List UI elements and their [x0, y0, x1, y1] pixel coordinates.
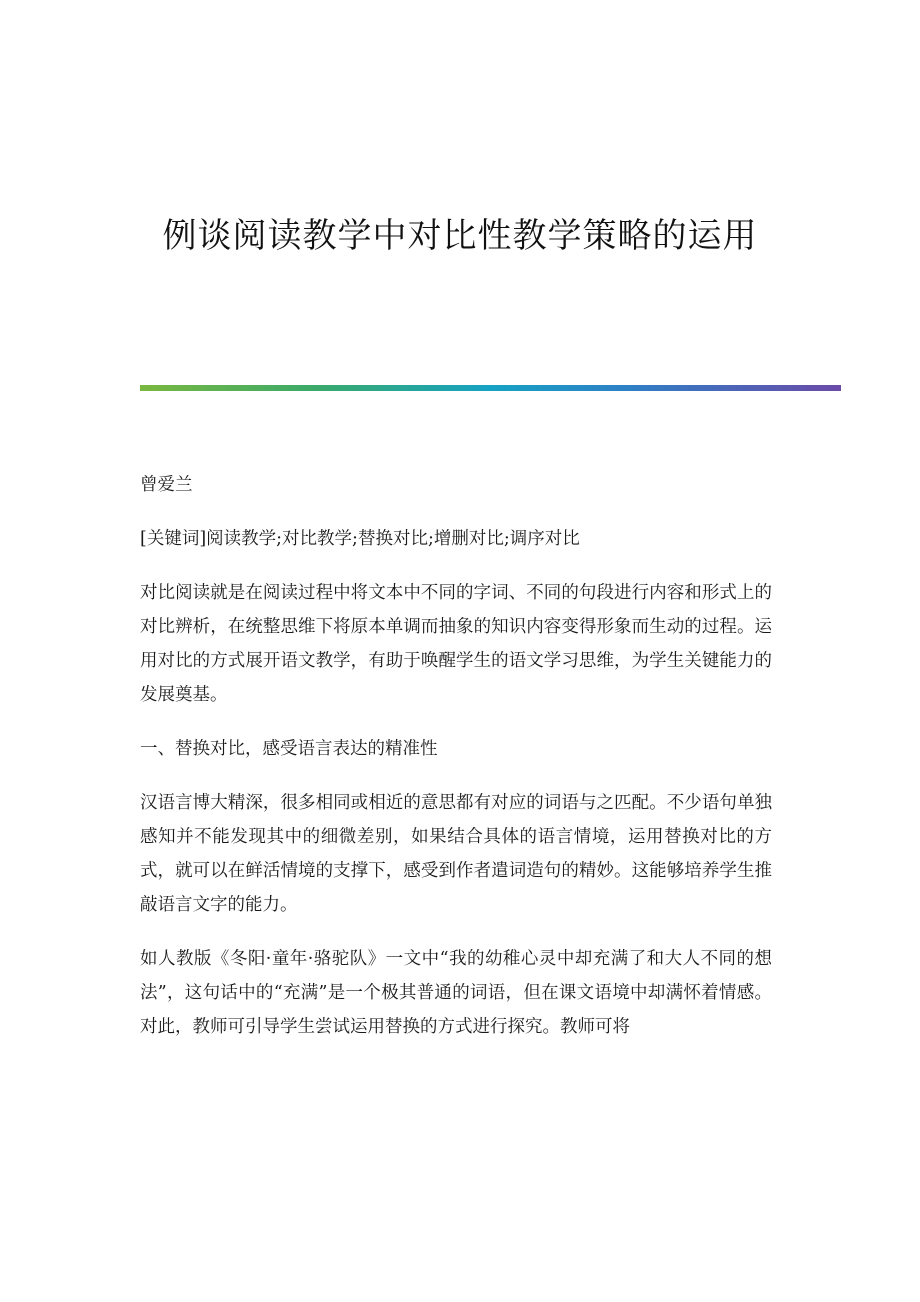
keywords-line: [关键词]阅读教学;对比教学;替换对比;增删对比;调序对比	[140, 529, 580, 549]
author-name: 曾爱兰	[140, 475, 193, 495]
paragraph-body: 如人教版《冬阳·童年·骆驼队》一文中“我的幼稚心灵中却充满了和大人不同的想法”，这句话中的“充满”是一个极其普通的词语，但在课文语境中却满怀着情感。对此，教师可引导学生尝试运用替换的方式进行探究。教师可将	[140, 949, 772, 1037]
document-title: 例谈阅读教学中对比性教学策略的运用	[162, 216, 758, 256]
title-divider	[140, 385, 841, 391]
paragraph-body: 汉语言博大精深，很多相同或相近的意思都有对应的词语与之匹配。不少语句单独感知并不能发现其中的细微差别，如果结合具体的语言情境，运用替换对比的方式，就可以在鲜活情境的支撑下，感受到作者遣词造句的精妙。这能够培养学生推敲语言文字的能力。	[140, 793, 772, 915]
section-heading: 一、替换对比，感受语言表达的精准性	[140, 739, 438, 759]
document-body	[140, 468, 772, 1064]
paragraph-intro: 对比阅读就是在阅读过程中将文本中不同的字词、不同的句段进行内容和形式上的对比辨析，在统整思维下将原本单调而抽象的知识内容变得形象而生动的过程。运用对比的方式展开语文教学，有助于唤醒学生的语文学习思维，为学生关键能力的发展奠基。	[140, 583, 772, 705]
